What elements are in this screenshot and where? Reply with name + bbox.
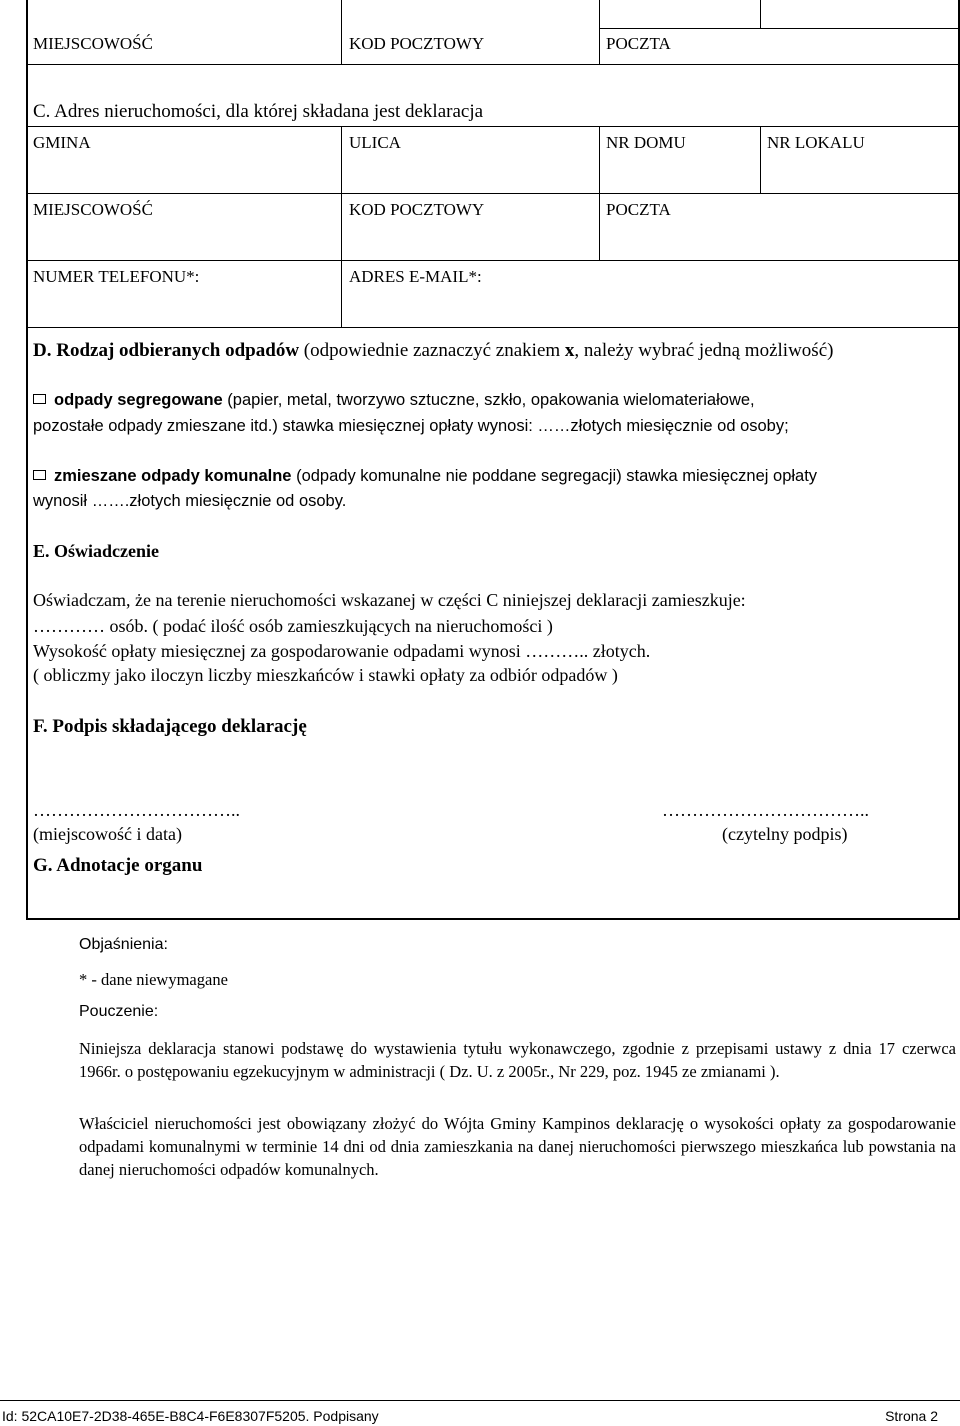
option-segregowane-rate-unit: złotych miesięcznie od osoby; [570, 417, 789, 435]
option-segregowane-bold: odpady segregowane [54, 391, 223, 409]
place-date-caption: (miejscowość i data) [33, 824, 182, 844]
option-zmieszane-rate-unit: złotych miesięcznie od osoby. [129, 492, 347, 510]
option-zmieszane-line2 [33, 492, 346, 511]
section-d-title-bold: D. Rodzaj odbieranych odpadów [33, 340, 300, 361]
footer-page-number: Strona 2 [885, 1408, 938, 1424]
pouczenie-text: Niniejsza deklaracja stanowi podstawę do wystawienia tytułu wykonawczego, zgodnie z przepisami ustawy z dnia 17 czerwca 1966r. o postępowaniu egzekucyjnym w administracji ( Dz. U. z 2005r., Nr 229, poz. 1945 ze zmianami ). [79, 1039, 956, 1081]
section-e-line3: Wysokość opłaty miesięcznej za gospodarowanie odpadami wynosi ……….. złotych. [33, 641, 651, 661]
c-nr-lokalu-label: NR LOKALU [767, 133, 865, 152]
section-e-title: E. Oświadczenie [33, 541, 159, 561]
top-row-inner-hline [599, 28, 960, 29]
place-date-dots[interactable]: …………………………….. [33, 800, 240, 820]
option-zmieszane-bold: zmieszane odpady komunalne [54, 467, 292, 485]
section-d-title-end: , należy wybrać jedną możliwość) [574, 340, 834, 361]
c-kod-label: KOD POCZTOWY [349, 200, 485, 219]
section-g-title: G. Adnotacje organu [33, 855, 203, 876]
top-row-divider-2 [599, 0, 600, 64]
section-d-title-rest: (odpowiednie zaznaczyć znakiem [299, 340, 565, 361]
objasnienia-text: * - dane niewymagane [79, 970, 228, 989]
c-row2-divider-1 [341, 193, 342, 261]
top-miejscowosc-label: MIEJSCOWOŚĆ [33, 34, 153, 53]
c-row2-divider-2 [599, 193, 600, 261]
objasnienia-title: Objaśnienia: [79, 936, 168, 953]
section-d-title-x: x [564, 340, 575, 361]
c-ulica-label: ULICA [349, 133, 401, 152]
c-miejscowosc-label: MIEJSCOWOŚĆ [33, 200, 153, 219]
option-segregowane-line1 [33, 391, 755, 410]
c-row3-divider [341, 260, 342, 328]
option-segregowane-desc: (papier, metal, tworzywo sztuczne, szkło, opakowania wielomateriałowe, [222, 391, 755, 409]
option-zmieszane-rate-text: wynosił [33, 492, 92, 510]
top-row-divider-3 [760, 0, 761, 29]
c-row2-bottom-line [26, 260, 960, 261]
section-e-line4: ( obliczmy jako iloczyn liczby mieszkańców i stawki opłaty za odbiór odpadów ) [33, 665, 618, 685]
c-email-label: ADRES E-MAIL*: [349, 267, 482, 286]
option-zmieszane-checkbox[interactable] [33, 470, 46, 480]
option-segregowane-rate-text: pozostałe odpady zmieszane itd.) stawka miesięcznej opłaty wynosi: [33, 417, 538, 435]
top-row-divider-1 [341, 0, 342, 64]
option-segregowane-checkbox[interactable] [33, 394, 46, 404]
form-left-border [26, 0, 28, 920]
c-gmina-label: GMINA [33, 133, 91, 152]
c-row1-divider-1 [341, 126, 342, 194]
section-e-line2: ………… osób. ( podać ilość osób zamieszkujących na nieruchomości ) [33, 616, 553, 636]
option-zmieszane-line1 [33, 467, 817, 486]
option-segregowane-line2 [33, 417, 789, 436]
section-d-title [33, 340, 833, 362]
option-zmieszane-desc: (odpady komunalne nie poddane segregacji) stawka miesięcznej opłaty [291, 467, 818, 485]
section-e-line1: Oświadczam, że na terenie nieruchomości wskazanej w części C niniejszej deklaracji zamieszkuje: [33, 590, 746, 610]
section-f-title: F. Podpis składającego deklarację [33, 716, 307, 737]
c-poczta-label: POCZTA [606, 200, 671, 219]
option-segregowane-rate-dots[interactable]: …… [537, 417, 571, 435]
section-c-title: C. Adres nieruchomości, dla której składana jest deklaracja [33, 101, 484, 122]
c-row1-divider-3 [760, 126, 761, 194]
option-zmieszane-rate-dots[interactable]: ……. [91, 492, 130, 510]
form-bottom-border [26, 918, 960, 920]
c-row3-bottom-line [26, 327, 960, 328]
signature-dots[interactable]: …………………………….. [662, 800, 869, 820]
footer-document-id: Id: 52CA10E7-2D38-465E-B8C4-F6E8307F5205. Podpisany [2, 1408, 379, 1424]
c-nr-domu-label: NR DOMU [606, 133, 686, 152]
top-row-bottom-line [26, 64, 960, 65]
c-telefon-label: NUMER TELEFONU*: [33, 267, 200, 286]
section-c-title-line [26, 126, 960, 127]
top-poczta-label: POCZTA [606, 34, 671, 53]
c-row1-divider-2 [599, 126, 600, 194]
c-row1-bottom-line [26, 193, 960, 194]
top-kod-label: KOD POCZTOWY [349, 34, 485, 53]
obowiazek-text: Właściciel nieruchomości jest obowiązany złożyć do Wójta Gminy Kampinos deklarację o wysokości opłaty za gospodarowanie odpadami komunalnymi w terminie 14 dni od dnia zamieszkania na danej nieruchomości pierwszego mieszkańca lub powstania na danej nieruchomości odpadów komunalnych. [79, 1114, 956, 1179]
pouczenie-title: Pouczenie: [79, 1003, 159, 1020]
footer-rule [0, 1400, 960, 1401]
signature-caption: (czytelny podpis) [722, 824, 848, 844]
